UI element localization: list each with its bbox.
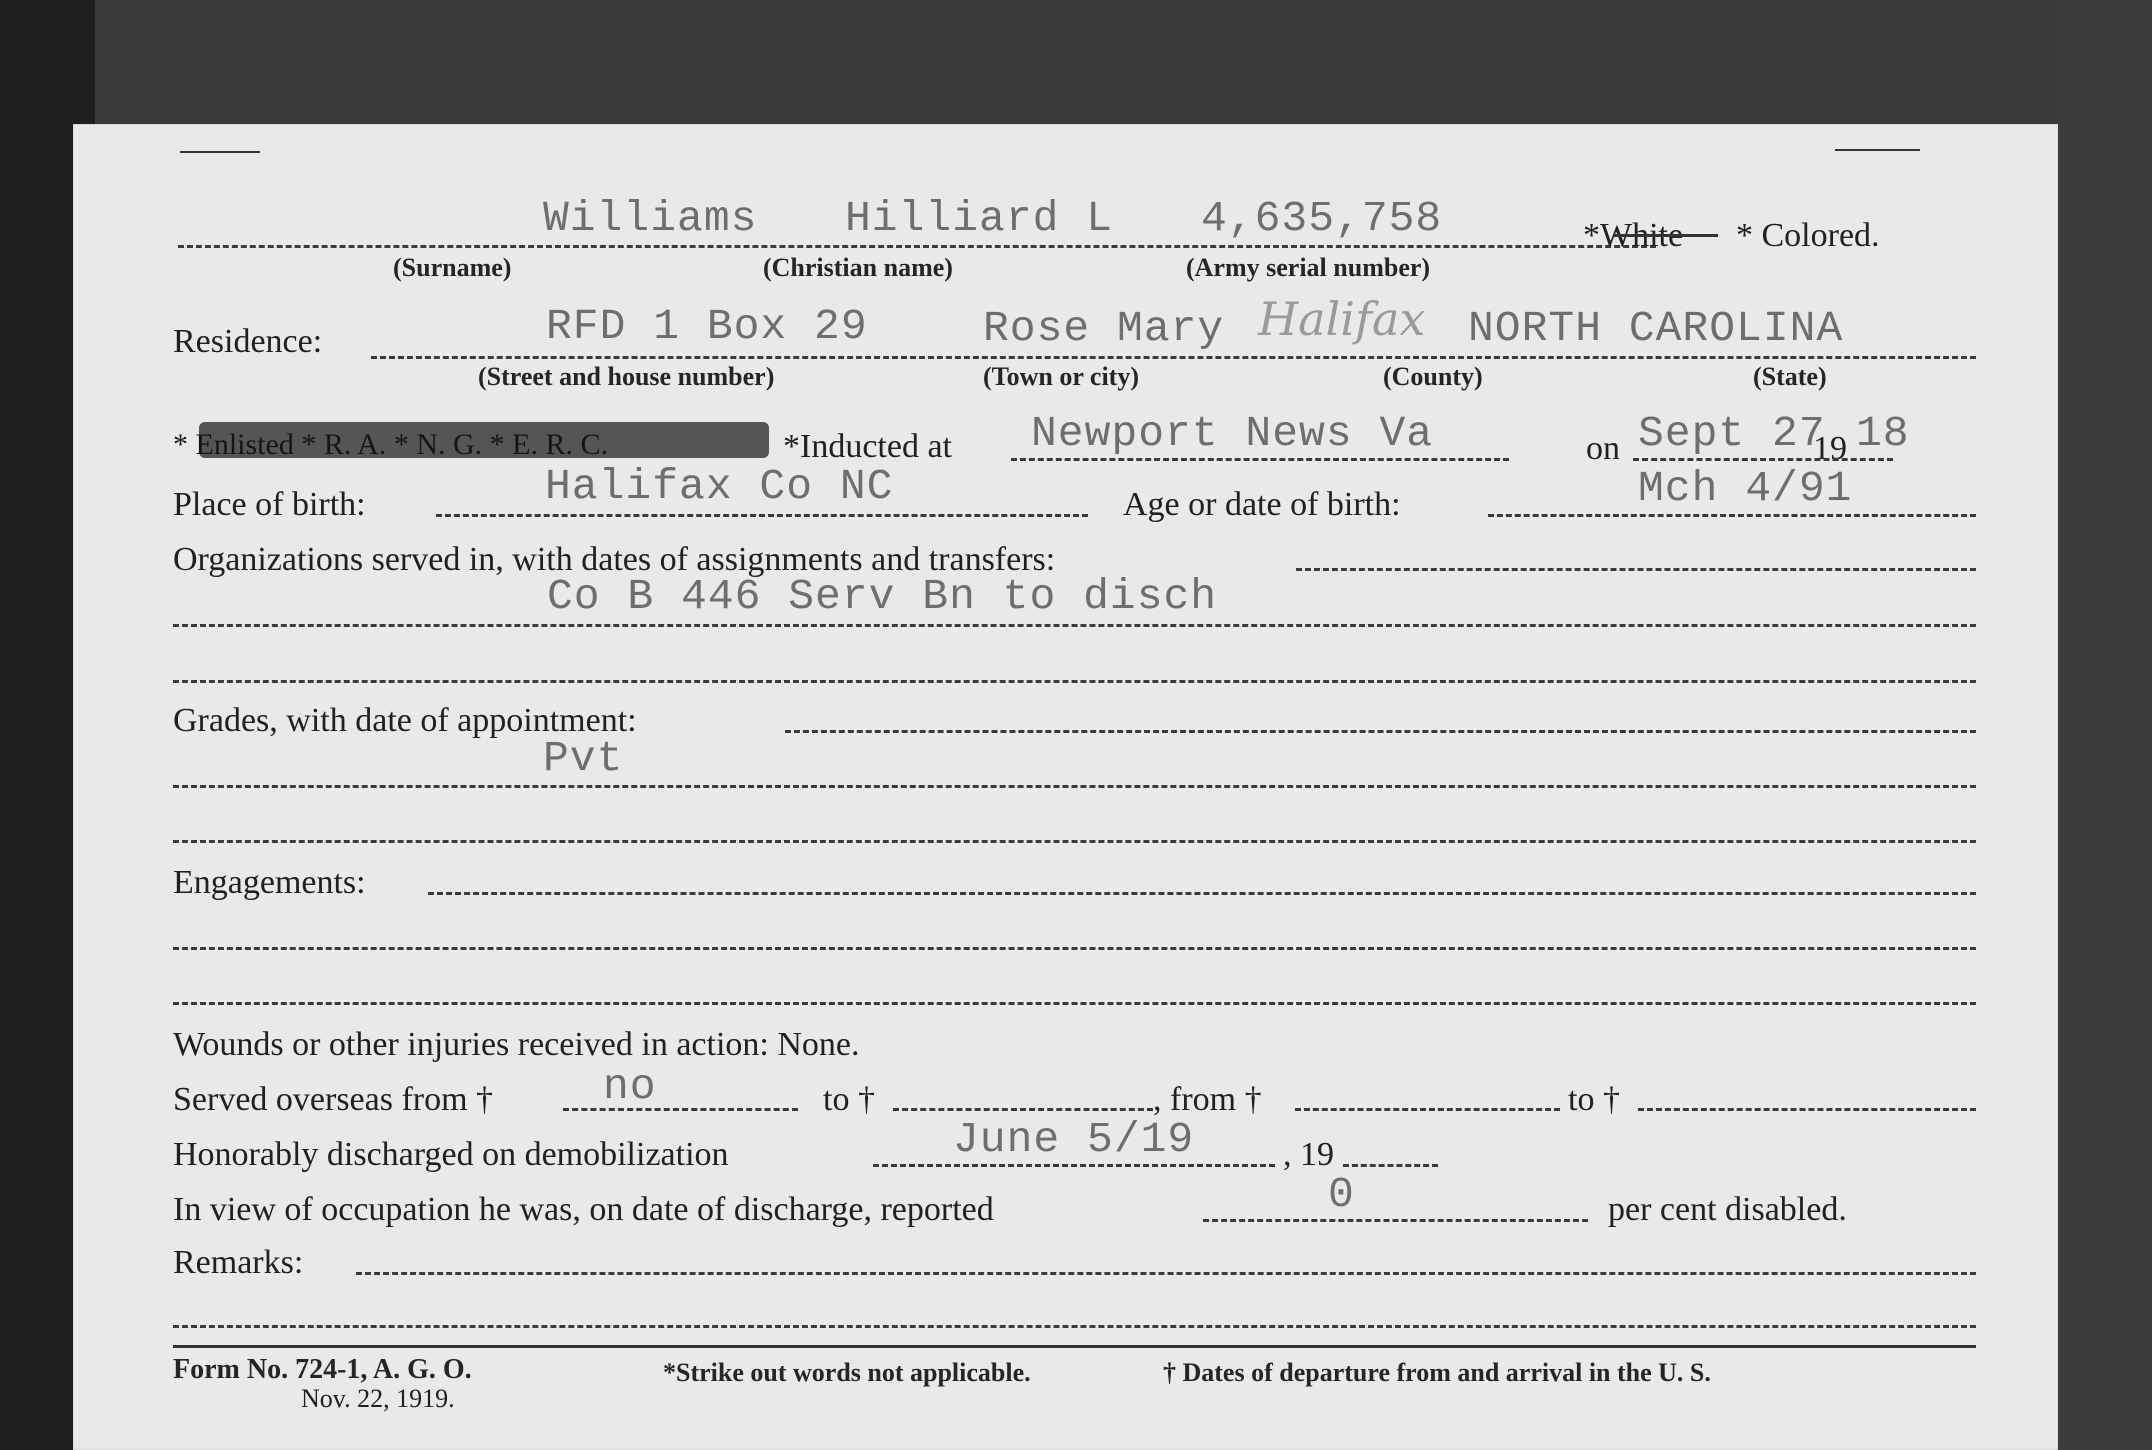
overseas-from-label: Served overseas from † <box>173 1081 494 1118</box>
induction-year-value: 18 <box>1856 409 1910 458</box>
discharge-year-prefix: , 19 <box>1283 1136 1334 1173</box>
overseas-from-label-2: , from † <box>1153 1081 1262 1118</box>
race-white-label: *White <box>1583 217 1684 254</box>
race-colored-label: * Colored. <box>1736 217 1880 254</box>
town-caption: (Town or city) <box>983 362 1139 391</box>
organizations-line-2 <box>173 624 1976 627</box>
remarks-label: Remarks: <box>173 1244 304 1281</box>
organizations-line-1 <box>1296 568 1976 571</box>
surname-value: Williams <box>543 194 758 243</box>
engagements-label: Engagements: <box>173 864 366 901</box>
residence-state-value: NORTH CAROLINA <box>1468 304 1844 353</box>
age-label: Age or date of birth: <box>1123 486 1401 523</box>
corner-mark-left <box>180 151 260 153</box>
remarks-line-1 <box>356 1272 1976 1275</box>
form-number: Form No. 724-1, A. G. O. <box>173 1354 472 1385</box>
residence-label: Residence: <box>173 323 323 360</box>
residence-line <box>371 356 1976 359</box>
residence-county-handwriting: Halifax <box>1258 292 1426 346</box>
residence-street-value: RFD 1 Box 29 <box>546 302 868 351</box>
surname-caption: (Surname) <box>393 253 512 282</box>
overseas-to-line <box>893 1108 1153 1111</box>
induction-date-value: Sept 27 <box>1638 409 1826 458</box>
discharge-year-line <box>1343 1164 1438 1167</box>
county-caption: (County) <box>1383 362 1483 391</box>
enlistment-options: * Enlisted * R. A. * N. G. * E. R. C. <box>173 428 609 461</box>
footer-rule <box>173 1345 1976 1348</box>
christian-name-value: Hilliard L <box>845 194 1114 243</box>
organizations-line-3 <box>173 680 1976 683</box>
disability-value: 0 <box>1328 1170 1355 1219</box>
overseas-to-label-2: to † <box>1568 1081 1620 1118</box>
background-top <box>95 0 2152 125</box>
form-date: Nov. 22, 1919. <box>301 1384 455 1413</box>
footnote-strike-out: *Strike out words not applicable. <box>663 1358 1031 1387</box>
residence-town-value: Rose Mary <box>983 304 1225 353</box>
place-of-birth-value: Halifax Co NC <box>545 462 894 511</box>
disability-line <box>1203 1219 1588 1222</box>
engagements-line-1 <box>428 892 1976 895</box>
overseas-from-line-2 <box>1295 1108 1560 1111</box>
street-caption: (Street and house number) <box>478 362 775 391</box>
grades-line-1 <box>785 730 1976 733</box>
overseas-to-line-2 <box>1638 1108 1976 1111</box>
discharge-date-value: June 5/19 <box>953 1115 1195 1164</box>
footnote-dates: † Dates of departure from and arrival in the U. S. <box>1163 1358 1711 1387</box>
engagements-line-3 <box>173 1002 1976 1005</box>
organizations-label: Organizations served in, with dates of assignments and transfers: <box>173 541 1056 578</box>
christian-name-caption: (Christian name) <box>763 253 953 282</box>
grades-label: Grades, with date of appointment: <box>173 702 637 739</box>
inducted-place-value: Newport News Va <box>1031 409 1434 458</box>
header-line <box>178 245 1656 248</box>
grades-value: Pvt <box>543 734 624 783</box>
state-caption: (State) <box>1753 362 1827 391</box>
remarks-line-2 <box>173 1325 1976 1328</box>
background-right <box>2057 0 2152 1450</box>
corner-mark-right <box>1835 149 1920 151</box>
birth-date-value: Mch 4/91 <box>1638 464 1853 513</box>
inducted-place-line <box>1011 458 1509 461</box>
disability-suffix: per cent disabled. <box>1608 1191 1847 1228</box>
induction-date-line <box>1633 458 1893 461</box>
overseas-from-line <box>563 1108 798 1111</box>
organizations-value: Co B 446 Serv Bn to disch <box>547 572 1218 621</box>
birth-date-line <box>1488 514 1976 517</box>
overseas-from-value: no <box>603 1062 657 1111</box>
race-white-strike <box>1613 234 1718 237</box>
disability-label: In view of occupation he was, on date of discharge, reported <box>173 1191 994 1228</box>
wounds-label: Wounds or other injuries received in action: None. <box>173 1026 860 1063</box>
inducted-at-label: *Inducted at <box>783 428 952 465</box>
place-of-birth-line <box>436 514 1088 517</box>
overseas-to-label: to † <box>823 1081 875 1118</box>
grades-line-3 <box>173 840 1976 843</box>
year-prefix: 19 <box>1813 430 1847 467</box>
serial-number-value: 4,635,758 <box>1201 194 1443 243</box>
draft-record-card <box>73 124 2058 1450</box>
engagements-line-2 <box>173 947 1976 950</box>
grades-line-2 <box>173 785 1976 788</box>
serial-number-caption: (Army serial number) <box>1186 253 1431 282</box>
on-label: on <box>1586 430 1620 467</box>
place-of-birth-label: Place of birth: <box>173 486 366 523</box>
discharge-label: Honorably discharged on demobilization <box>173 1136 729 1173</box>
discharge-date-line <box>873 1164 1275 1167</box>
